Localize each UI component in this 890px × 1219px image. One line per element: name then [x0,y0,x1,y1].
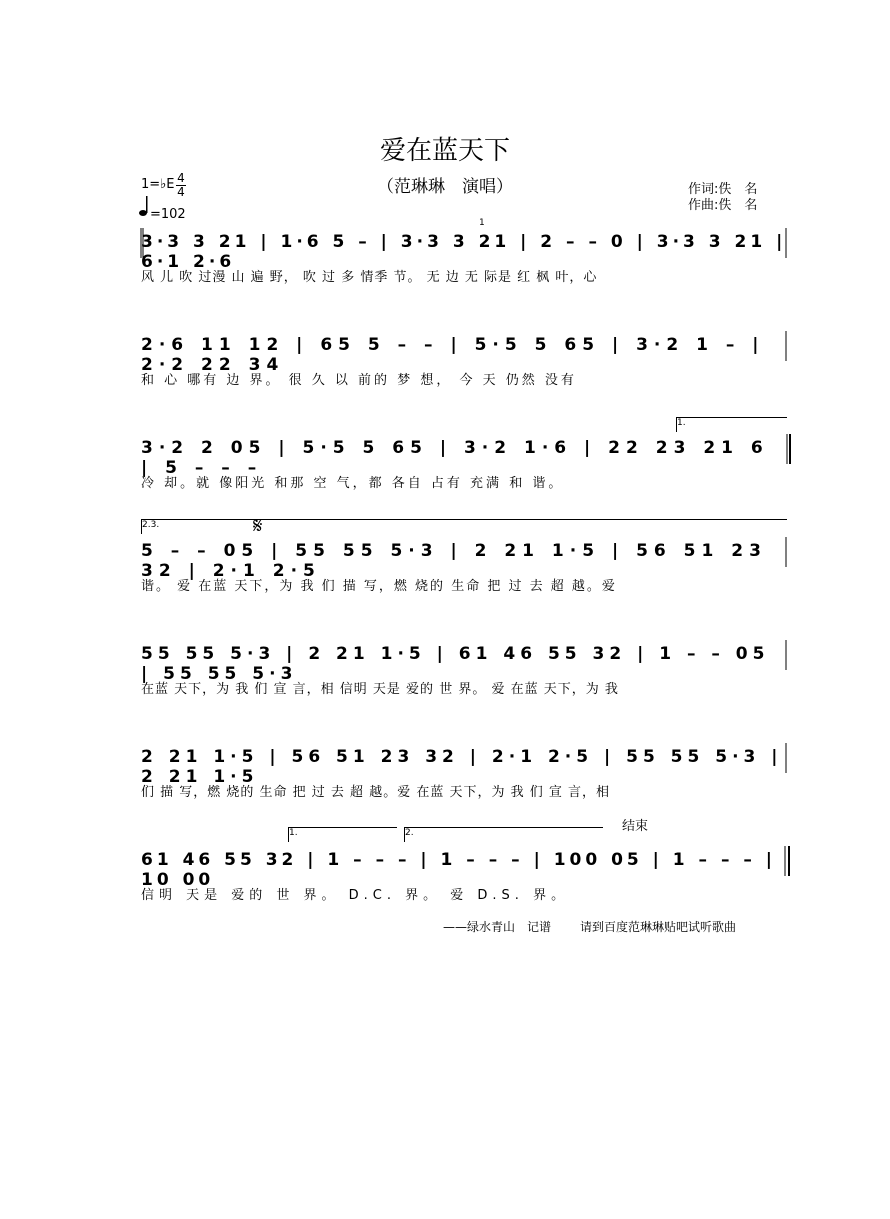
notation-line: 2 21 1·5 | 56 51 23 32 | 2·1 2·5 | 55 55 5·3 | 2 21 1·5 [141,747,783,787]
time-signature-top: 4 [177,171,185,185]
lyrics-line: 在蓝 天下，为 我 们 宣 言，相 信明 天是 爱的 世 界。 爱 在蓝 天下，为 我 [141,682,619,697]
notation-line: 5 – – 05 | 55 55 5·3 | 2 21 1·5 | 56 51 23 32 | 2·1 2·5 [141,541,767,581]
notation-line: 3·3 3 21 | 1·6 5 – | 3·3 3 21 | 2 – – 0 | 3·3 3 21 | 6·1 2·6 [141,232,787,272]
listening-note: 请到百度范琳琳贴吧试听歌曲 [580,920,737,934]
lyricist-credit: 作词:佚 名 [688,182,758,197]
lyrics-line: 信明 天是 爱的 世 界。 D.C. 界。 爱 D.S. 界。 [141,888,570,903]
transcriber-credit: ——绿水青山 记谱 [443,920,552,934]
volta-label: 1 [479,218,485,228]
lyrics-line: 风 儿 吹 过漫 山 遍 野， 吹 过 多 情季 节。 无 边 无 际是 红 枫 叶，心 [141,270,598,285]
volta-label: 1. [677,418,686,428]
lyrics-line: 们 描 写，燃 烧的 生命 把 过 去 超 越。爱 在蓝 天下，为 我 们 宣 言，相 [141,785,610,800]
time-signature-bottom: 4 [177,185,185,199]
segno-icon: 𝄋 [253,514,263,539]
notation-line: 2·6 11 12 | 65 5 – – | 5·5 5 65 | 3·2 1 – | 2·2 22 34 [141,335,765,375]
notation-line: 3·2 2 05 | 5·5 5 65 | 3·2 1·6 | 22 23 21 6 | 5 – – – [141,438,769,478]
volta-label: 2. [405,828,414,838]
lyrics-line: 谐。 爱 在蓝 天下，为 我 们 描 写，燃 烧的 生命 把 过 去 超 越。爱 [141,579,617,594]
volta-label: 1. [289,828,298,838]
lyrics-line: 冷 却。就 像阳光 和那 空 气，都 各自 占有 充满 和 谐。 [141,476,565,491]
song-title: 爱在蓝天下 [379,136,510,166]
notation-line: 61 46 55 32 | 1 – – – | 1 – – – | 100 05 | 1 – – – | 10 00 [141,850,777,890]
volta-label: 2.3. [142,520,160,530]
tempo-marking: =102 [150,207,186,222]
key-signature: 1=♭E [141,177,175,192]
lyrics-line: 和 心 哪有 边 界。 很 久 以 前的 梦 想， 今 天 仍然 没有 [141,373,577,388]
notation-line: 55 55 5·3 | 2 21 1·5 | 61 46 55 32 | 1 – – 05 | 55 55 5·3 [141,644,770,684]
performer-subtitle: （范琳琳 演唱） [377,177,513,197]
composer-credit: 作曲:佚 名 [688,198,758,213]
end-marker: 结束 [622,819,649,834]
